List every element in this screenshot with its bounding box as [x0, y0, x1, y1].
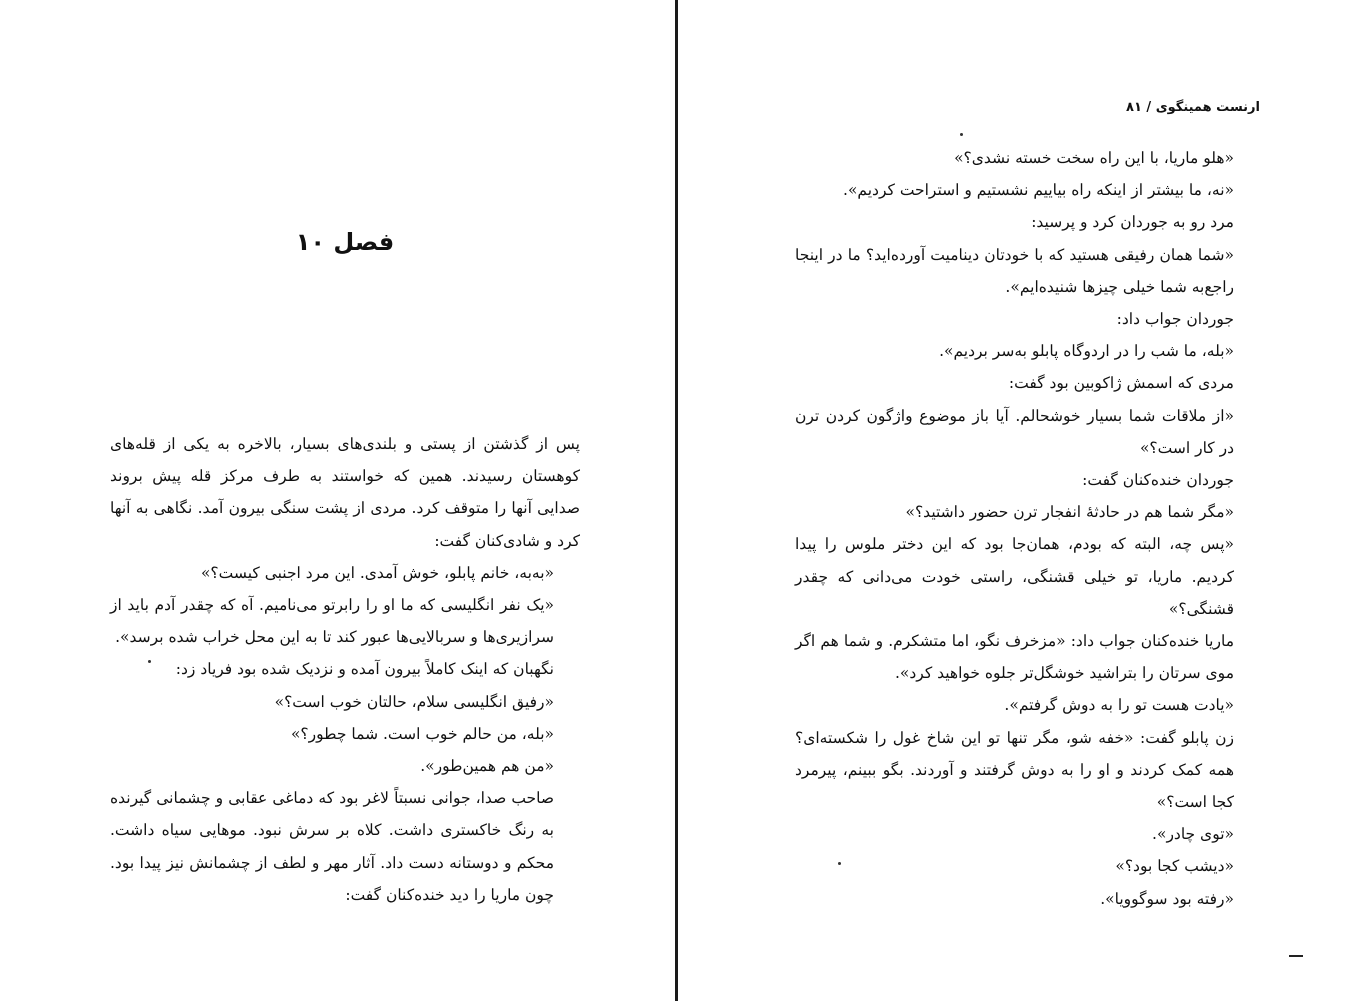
paragraph: «هلو ماریا، با این راه سخت خسته نشدی؟»: [954, 149, 1234, 167]
paragraph: «پس چه، البته که بودم، همان‌جا بود که این دختر ملوس را پیدا کردیم. ماریا، تو خیلی قشنگی، راستی خودت می‌دانی که چقدر قشنگی؟»: [795, 535, 1234, 618]
scan-speck: [148, 660, 151, 663]
paragraph: «رفته بود سوگوویا».: [1100, 889, 1234, 908]
page-gutter-divider: [675, 0, 678, 1001]
paragraph: ماریا خنده‌کنان جواب داد: «مزخرف نگو، اما متشکرم. و شما هم اگر موی سرتان را بتراشید خوشگل‌تر جلوه خواهید کرد».: [795, 632, 1234, 683]
paragraph: «دیشب کجا بود؟»: [1115, 857, 1234, 876]
scan-speck: [960, 133, 963, 136]
paragraph: «رفیق انگلیسی سلام، حالتان خوب است؟»: [274, 692, 554, 711]
paragraph: «بله، ما شب را در اردوگاه پابلو به‌سر بردیم».: [939, 342, 1234, 361]
running-header: ارنست همینگوی / ۸۱: [1126, 100, 1260, 115]
paragraph: جوردان خنده‌کنان گفت:: [1082, 471, 1234, 490]
page-corner-mark: [1289, 955, 1303, 957]
paragraph: صاحب صدا، جوانی نسبتاً لاغر بود که دماغی عقابی و چشمانی گیرنده به رنگ خاکستری داشت. کلاه بر سرش نبود. موهایی سیاه داشت. محکم و دوستانه دست داد. آثار مهر و لطف از چشمانش نیز پیدا بود. چون ماریا را دید خنده‌کنان گفت:: [110, 789, 555, 904]
paragraph: «یک نفر انگلیسی که ما او را رابرتو می‌نامیم. آه که چقدر آدم باید از سرازیری‌ها و سربالایی‌ها عبور کند تا به این محل خراب شده برسد».: [110, 596, 554, 647]
paragraph: «نه، ما بیشتر از اینکه راه بیاییم نشستیم و استراحت کردیم».: [843, 181, 1234, 200]
paragraph: مرد رو به جوردان کرد و پرسید:: [1031, 213, 1234, 232]
paragraph: جوردان جواب داد:: [1116, 310, 1234, 329]
paragraph: زن پابلو گفت: «خفه شو، مگر تنها تو این شاخ غول را شکسته‌ای؟ همه کمک کردند و او را به دوش گرفتند و آوردند. بگو ببینم، پیرمرد کجا است؟»: [795, 728, 1234, 812]
paragraph: «مگر شما هم در حادثهٔ انفجار ترن حضور داشتید؟»: [905, 503, 1234, 522]
right-page-body: [795, 142, 1260, 915]
paragraph: پس از گذشتن از پستی و بلندی‌های بسیار، بالاخره به یکی از قله‌های کوهستان رسیدند. همین که خواستند به طرف مرکز قله پیش بروند صدایی آنها را متوقف کرد. مردی از پشت سنگی بیرون آمد. نگاهی به آنها کرد و شادی‌کنان گفت:: [110, 435, 580, 550]
right-page: [795, 0, 1260, 1001]
paragraph: «بله، من حالم خوب است. شما چطور؟»: [290, 724, 554, 743]
paragraph: «توی چادر».: [1152, 825, 1234, 844]
paragraph: «یادت هست تو را به دوش گرفتم».: [1004, 696, 1234, 715]
paragraph: «من هم همین‌طور».: [420, 757, 554, 776]
paragraph: «به‌به، خانم پابلو، خوش آمدی. این مرد اجنبی کیست؟»: [200, 563, 554, 582]
paragraph: نگهبان که اینک کاملاً بیرون آمده و نزدیک شده بود فریاد زد:: [175, 660, 554, 679]
paragraph: «شما همان رفیقی هستید که با خودتان دینامیت آورده‌اید؟ ما در اینجا راجع‌به شما خیلی چیزها شنیده‌ایم».: [795, 245, 1234, 296]
paragraph: «از ملاقات شما بسیار خوشحالم. آیا باز موضوع واژگون کردن ترن در کار است؟»: [795, 406, 1234, 457]
left-page: [110, 0, 580, 1001]
left-page-body: [110, 428, 580, 911]
scan-speck: [838, 862, 841, 865]
chapter-title: فصل ۱۰: [295, 228, 395, 256]
paragraph: مردی که اسمش ژاکوبین بود گفت:: [1008, 374, 1234, 393]
